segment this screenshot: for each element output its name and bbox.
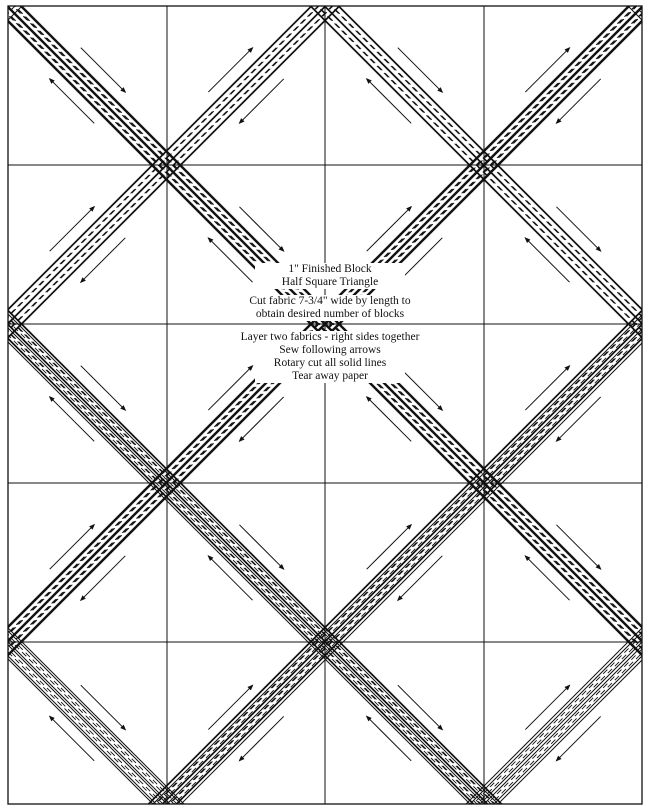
cut-instruction-line-1: Cut fabric 7-3/4" wide by length to <box>215 295 445 308</box>
layer-instruction: Layer two fabrics - right sides together <box>215 331 445 344</box>
cut-instruction-line-2: obtain desired number of blocks <box>215 308 445 321</box>
rotary-instruction: Rotary cut all solid lines <box>255 357 405 370</box>
subtitle-half-square-triangle: Half Square Triangle <box>255 276 405 289</box>
title-finished-block: 1" Finished Block <box>255 263 405 276</box>
sew-instruction: Sew following arrows <box>255 344 405 357</box>
tear-instruction: Tear away paper <box>255 370 405 383</box>
